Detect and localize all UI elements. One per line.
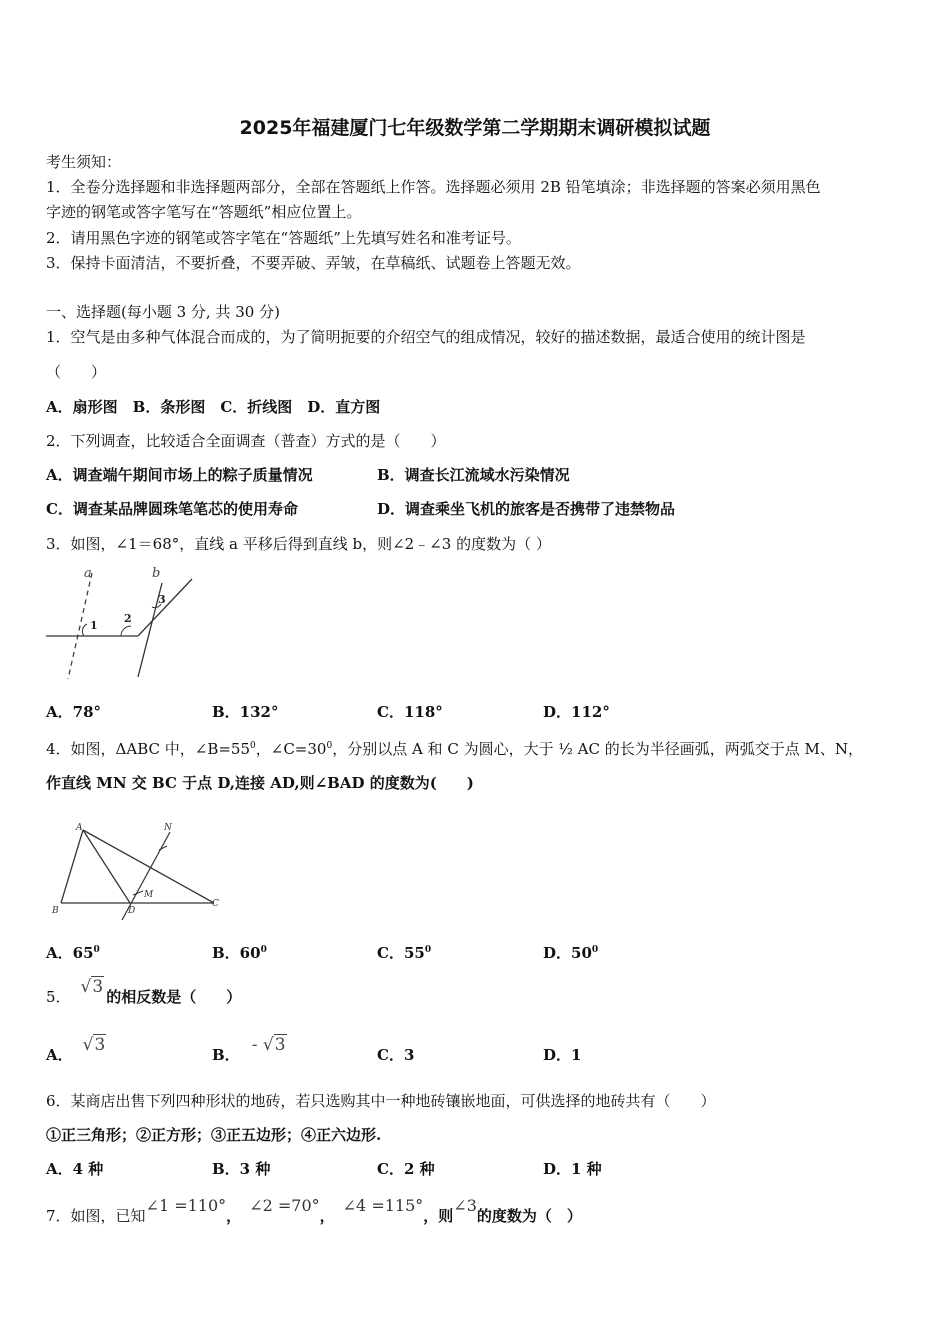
q4-label-n: N [164, 823, 172, 833]
q4-label-a: A [76, 823, 83, 833]
q5-option-a: A． √3 [46, 1035, 106, 1064]
notice-heading: 考生须知： [46, 153, 122, 171]
q2-option-c: C．调查某品牌圆珠笔笔芯的使用寿命 [46, 500, 298, 518]
q2-option-b: B．调查长江流域水污染情况 [377, 466, 570, 484]
q4-label-m: M [144, 890, 154, 900]
notice-item-3: 3．保持卡面清洁，不要折叠，不要弄破、弄皱，在草稿纸、试题卷上答题无效。 [46, 254, 581, 272]
q2-option-a: A．调查端午期间市场上的粽子质量情况 [46, 466, 313, 484]
q5-option-b: B． - √3 [212, 1035, 286, 1064]
q3-option-a: A．78° [46, 703, 102, 721]
q4-label-b: B [52, 906, 59, 916]
q3-option-b: B．132° [212, 703, 279, 721]
q3-label-b: b [152, 566, 161, 581]
q6-stem: 6．某商店出售下列四种形状的地砖，若只选购其中一种地砖镶嵌地面，可供选择的地砖共有（ ） [46, 1092, 716, 1110]
q4-label-c: C [212, 899, 219, 909]
q3-stem: 3．如图，∠1＝68°，直线 a 平移后得到直线 b，则∠2﹣∠3 的度数为（ ） [46, 535, 551, 553]
q3-label-a: a [84, 566, 92, 581]
section-heading: 一、选择题(每小题 3 分, 共 30 分) [46, 303, 280, 321]
q6-option-b: B．3 种 [212, 1160, 271, 1178]
q6-option-c: C．2 种 [377, 1160, 435, 1178]
q3-option-c: C．118° [377, 703, 443, 721]
q3-label-1: 1 [90, 619, 98, 632]
q2-stem: 2．下列调查，比较适合全面调查（普查）方式的是（ ） [46, 432, 446, 450]
q1-options: A．扇形图 B．条形图 C．折线图 D．直方图 [46, 398, 381, 416]
q1-stem: 1．空气是由多种气体混合而成的，为了简明扼要的介绍空气的组成情况，较好的描述数据，最适合使用的统计图是 [46, 328, 806, 346]
page-title: 2025年福建厦门七年级数学第二学期期末调研模拟试题 [239, 117, 711, 139]
q6-option-d: D．1 种 [543, 1160, 602, 1178]
q3-label-3: 3 [158, 593, 166, 606]
q4-label-d: D [128, 906, 136, 916]
q4-option-c: C．$55^0$ [377, 944, 432, 962]
q4-option-b: B．$60^0$ [212, 944, 267, 962]
q3-figure [40, 563, 200, 683]
q6-line-2: ①正三角形；②正方形；③正五边形；④正六边形. [46, 1126, 382, 1144]
q5-stem: 5． √3 的相反数是（ ） [46, 977, 242, 1006]
q5-option-c: C．3 [377, 1046, 415, 1064]
q4-stem: 4．如图，ΔABC 中，$\angle B=55^0$，$\angle C=30^0$，分别以点 A 和 C 为圆心，大于 ½ AC 的长为半径画弧，两弧交于点 M、N， [46, 740, 863, 758]
q4-option-d: D．$50^0$ [543, 944, 599, 962]
notice-item-1-line-1: 1．全卷分选择题和非选择题两部分，全部在答题纸上作答。选择题必须用 2B 铅笔填涂；非选择题的答案必须用黑色 [46, 178, 821, 196]
notice-item-1-line-2: 字迹的钢笔或答字笔写在“答题纸”相应位置上。 [46, 203, 362, 221]
q7-stem: 7．如图，已知∠1 =110°，∠2 =70°，∠4 =115°，则∠3的度数为（ ） [46, 1196, 582, 1225]
notice-item-2: 2．请用黑色字迹的钢笔或答字笔在“答题纸”上先填写姓名和准考证号。 [46, 229, 521, 247]
q2-option-d: D．调查乘坐飞机的旅客是否携带了违禁物品 [377, 500, 676, 518]
q4-figure [46, 820, 226, 920]
q3-label-2: 2 [124, 612, 132, 625]
q6-option-a: A．4 种 [46, 1160, 104, 1178]
q5-sqrt: √3 [80, 977, 104, 997]
q5-option-d: D．1 [543, 1046, 582, 1064]
q1-paren: （ ） [46, 363, 107, 381]
q3-option-d: D．112° [543, 703, 610, 721]
q4-option-a: A．$65^0$ [46, 944, 100, 962]
q4-stem-line-2: 作直线 MN 交 BC 于点 D,连接 AD,则∠BAD 的度数为( ) [46, 774, 474, 792]
